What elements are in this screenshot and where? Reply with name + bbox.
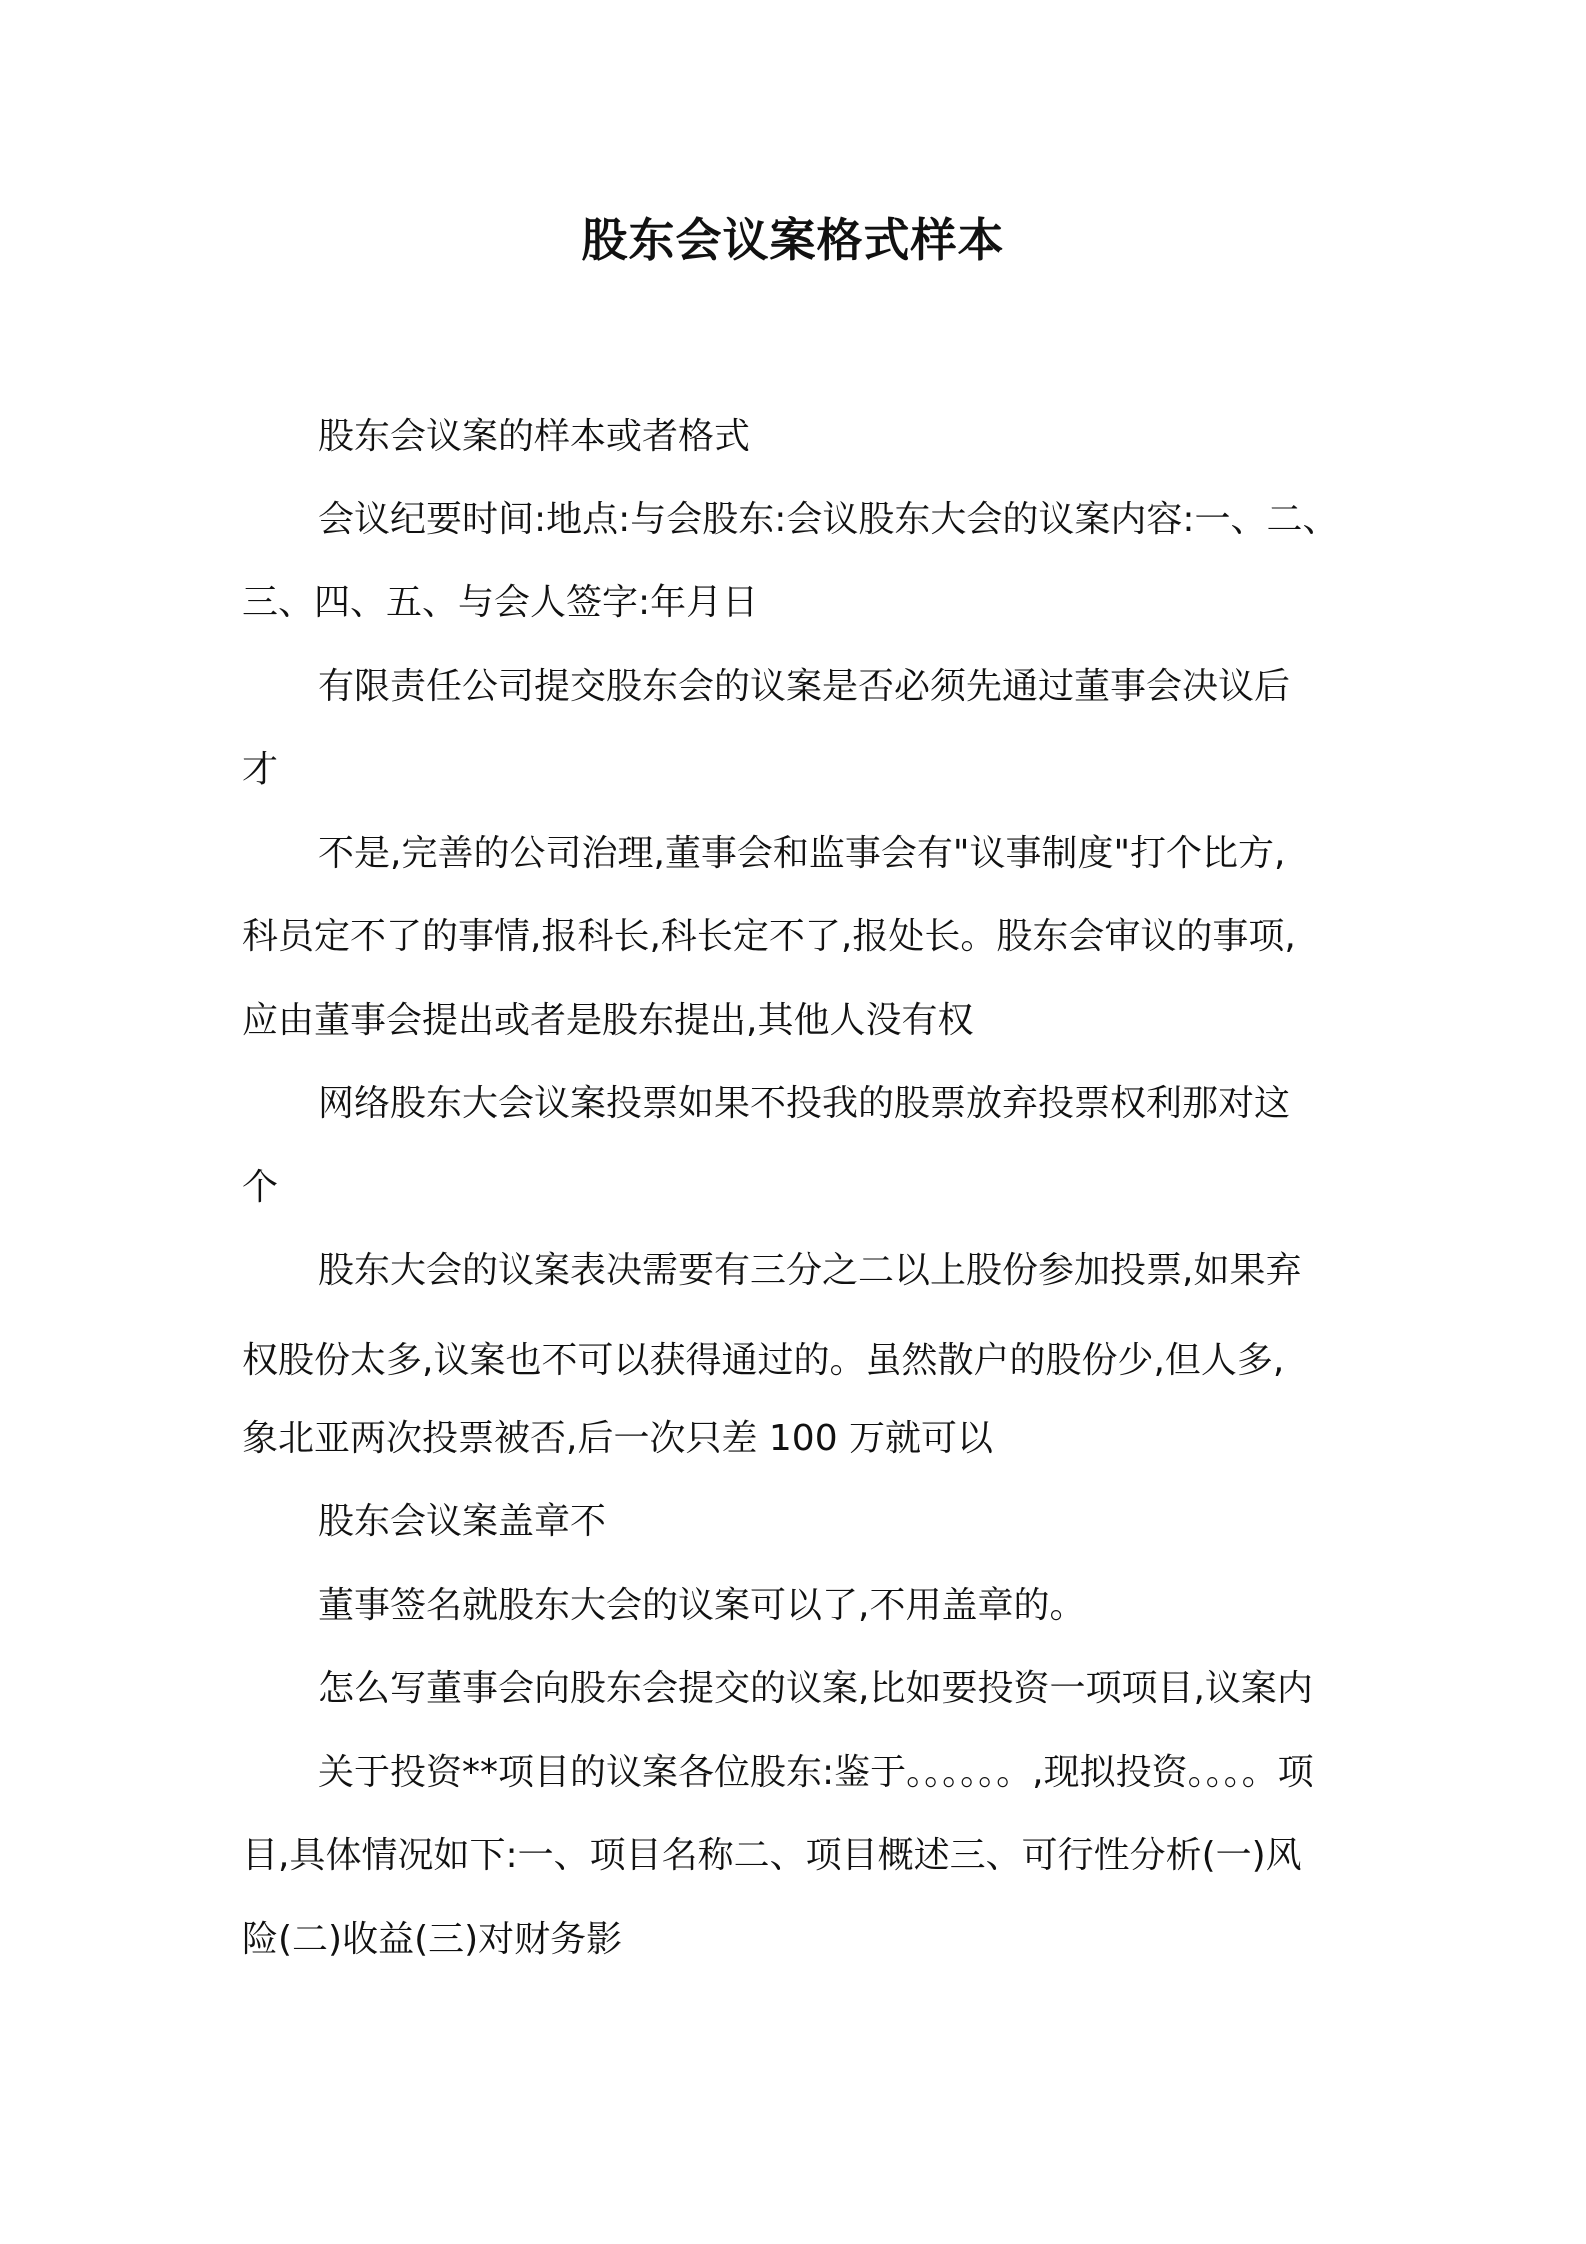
paragraph-line: 股东会议案盖章不 xyxy=(318,1501,607,1542)
paragraph-line: 才 xyxy=(242,749,279,790)
paragraph-line: 个 xyxy=(242,1167,279,1208)
paragraph-line: 会议纪要时间:地点:与会股东:会议股东大会的议案内容:一、二、 xyxy=(318,499,1339,540)
paragraph-line: 股东大会的议案表决需要有三分之二以上股份参加投票,如果弃 xyxy=(318,1250,1302,1291)
paragraph-line: 不是,完善的公司治理,董事会和监事会有"议事制度"打个比方, xyxy=(318,833,1286,874)
paragraph-line: 权股份太多,议案也不可以获得通过的。虽然散户的股份少,但人多, xyxy=(242,1340,1285,1381)
paragraph-line: 象北亚两次投票被否,后一次只差 100 万就可以 xyxy=(242,1418,994,1459)
paragraph-line: 目,具体情况如下:一、项目名称二、项目概述三、可行性分析(一)风 xyxy=(242,1835,1302,1876)
paragraph-line: 三、四、五、与会人签字:年月日 xyxy=(242,582,759,623)
paragraph-line: 董事签名就股东大会的议案可以了,不用盖章的。 xyxy=(318,1585,1086,1626)
paragraph-line: 应由董事会提出或者是股东提出,其他人没有权 xyxy=(242,1000,974,1041)
paragraph-line: 关于投资**项目的议案各位股东:鉴于。。。。。。,现拟投资。。。。项 xyxy=(318,1752,1314,1793)
paragraph-line: 科员定不了的事情,报科长,科长定不了,报处长。股东会审议的事项, xyxy=(242,916,1296,957)
document-title: 股东会议案格式样本 xyxy=(581,213,1005,267)
paragraph-line: 有限责任公司提交股东会的议案是否必须先通过董事会决议后 xyxy=(318,666,1291,707)
paragraph-line: 股东会议案的样本或者格式 xyxy=(318,416,751,457)
paragraph-line: 网络股东大会议案投票如果不投我的股票放弃投票权利那对这 xyxy=(318,1083,1291,1124)
paragraph-line: 险(二)收益(三)对财务影 xyxy=(242,1919,623,1960)
paragraph-line: 怎么写董事会向股东会提交的议案,比如要投资一项项目,议案内 xyxy=(318,1668,1313,1709)
